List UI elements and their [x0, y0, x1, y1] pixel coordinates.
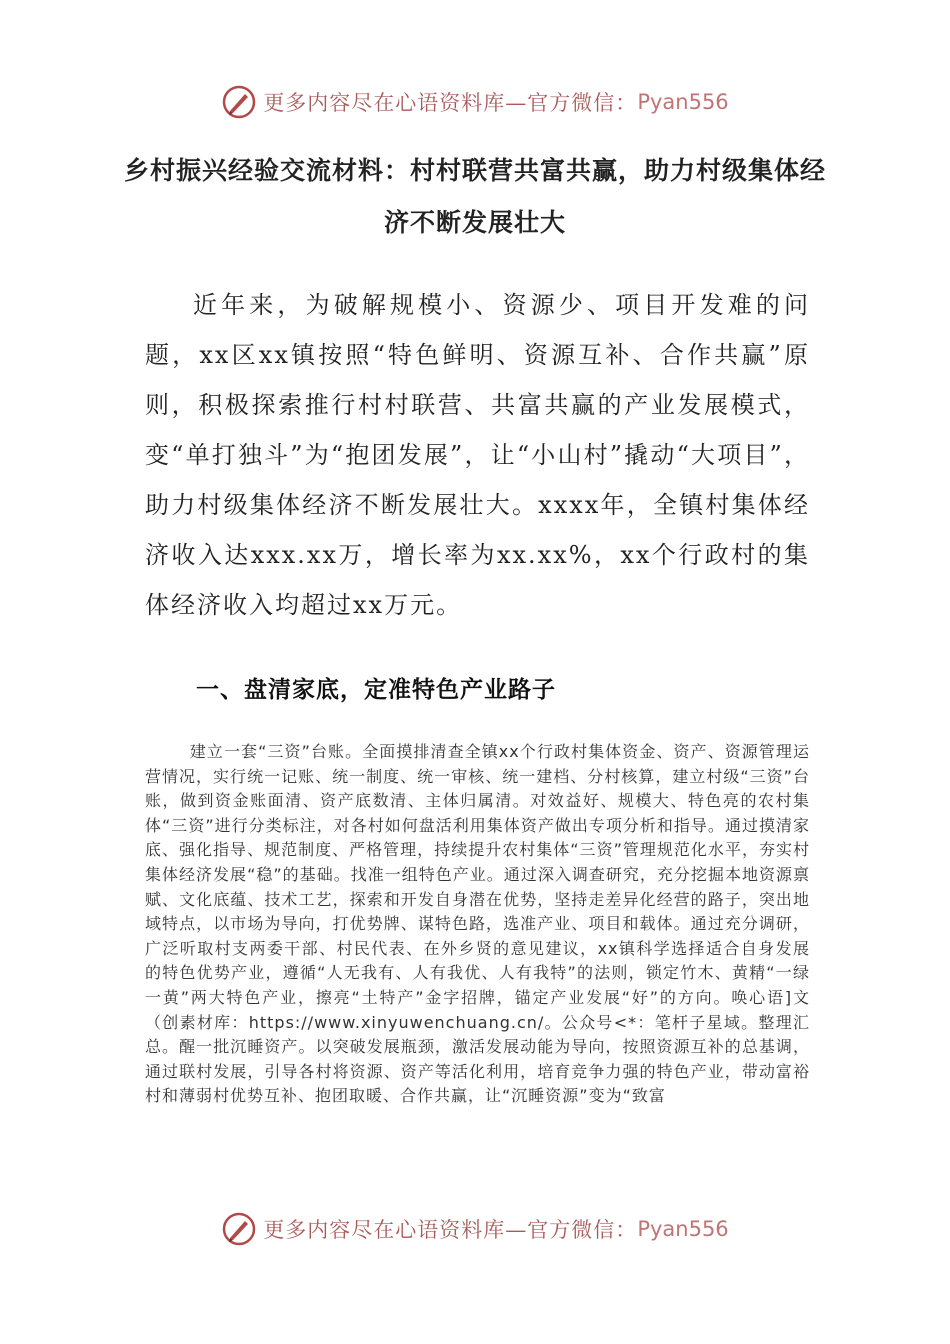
banner-text: 更多内容尽在心语资料库—官方微信：: [263, 91, 638, 115]
pen-logo-icon: [221, 84, 257, 120]
footer-watermark-banner: [0, 1205, 950, 1253]
document-title: 乡村振兴经验交流材料：村村联营共富共赢，助力村级集体经济不断发展壮大: [123, 156, 826, 237]
section-heading: 一、盘清家底，定准特色产业路子: [196, 676, 556, 703]
banner-wechat-id: Pyan556: [637, 1217, 729, 1241]
intro-paragraph: 近年来，为破解规模小、资源少、项目开发难的问题，xx区xx镇按照“特色鲜明、资源互补、合作共赢”原则，积极探索推行村村联营、共富共赢的产业发展模式，变“单打独斗”为“抱团发展”，让“小山村”撬动“大项目”，助力村级集体经济不断发展壮大。xxxx年，全镇村集体经济收入达xxx.xx万，增长率为xx.xx%，xx个行政村的集体经济收入均超过xx万元。: [145, 291, 810, 619]
body-paragraph: 建立一套“三资”台账。全面摸排清查全镇xx个行政村集体资金、资产、资源管理运营情况，实行统一记账、统一制度、统一审核、统一建档、分村核算，建立村级“三资”台账，做到资金账面清、资产底数清、主体归属清。对效益好、规模大、特色亮的农村集体“三资”进行分类标注，对各村如何盘活利用集体资产做出专项分析和指导。通过摸清家底、强化指导、规范制度、严格管理，持续提升农村集体“三资”管理规范化水平，夯实村集体经济发展“稳”的基础。找准一组特色产业。通过深入调查研究，充分挖掘本地资源禀赋、文化底蕴、技术工艺，探索和开发自身潜在优势，坚持走差异化经营的路子，突出地域特点，以市场为导向，打优势牌、谋特色路，选准产业、项目和载体。通过充分调研，广泛听取村支两委干部、村民代表、在外乡贤的意见建议，xx镇科学选择适合自身发展的特色优势产业，遵循“人无我有、人有我优、人有我特”的法则，锁定竹木、黄精“一绿一黄”两大特色产业，擦亮“土特产”金字招牌，锚定产业发展“好”的方向。唤心语]文（创素材库：https://www.xinyuwenchuang.cn/。公众号<*：笔杆子星域。整理汇总。醒一批沉睡资产。以突破发展瓶颈，激活发展动能为导向，按照资源互补的总基调，通过联村发展，引导各村将资源、资产等活化利用，培育竞争力强的特色产业，带动富裕村和薄弱村优势互补、抱团取暖、合作共赢，让“沉睡资源”变为“致富: [145, 742, 810, 1106]
pen-logo-icon: [221, 1211, 257, 1247]
banner-text: 更多内容尽在心语资料库—官方微信：: [263, 1218, 638, 1242]
banner-wechat-id: Pyan556: [637, 90, 729, 114]
header-watermark-banner: [0, 78, 950, 126]
